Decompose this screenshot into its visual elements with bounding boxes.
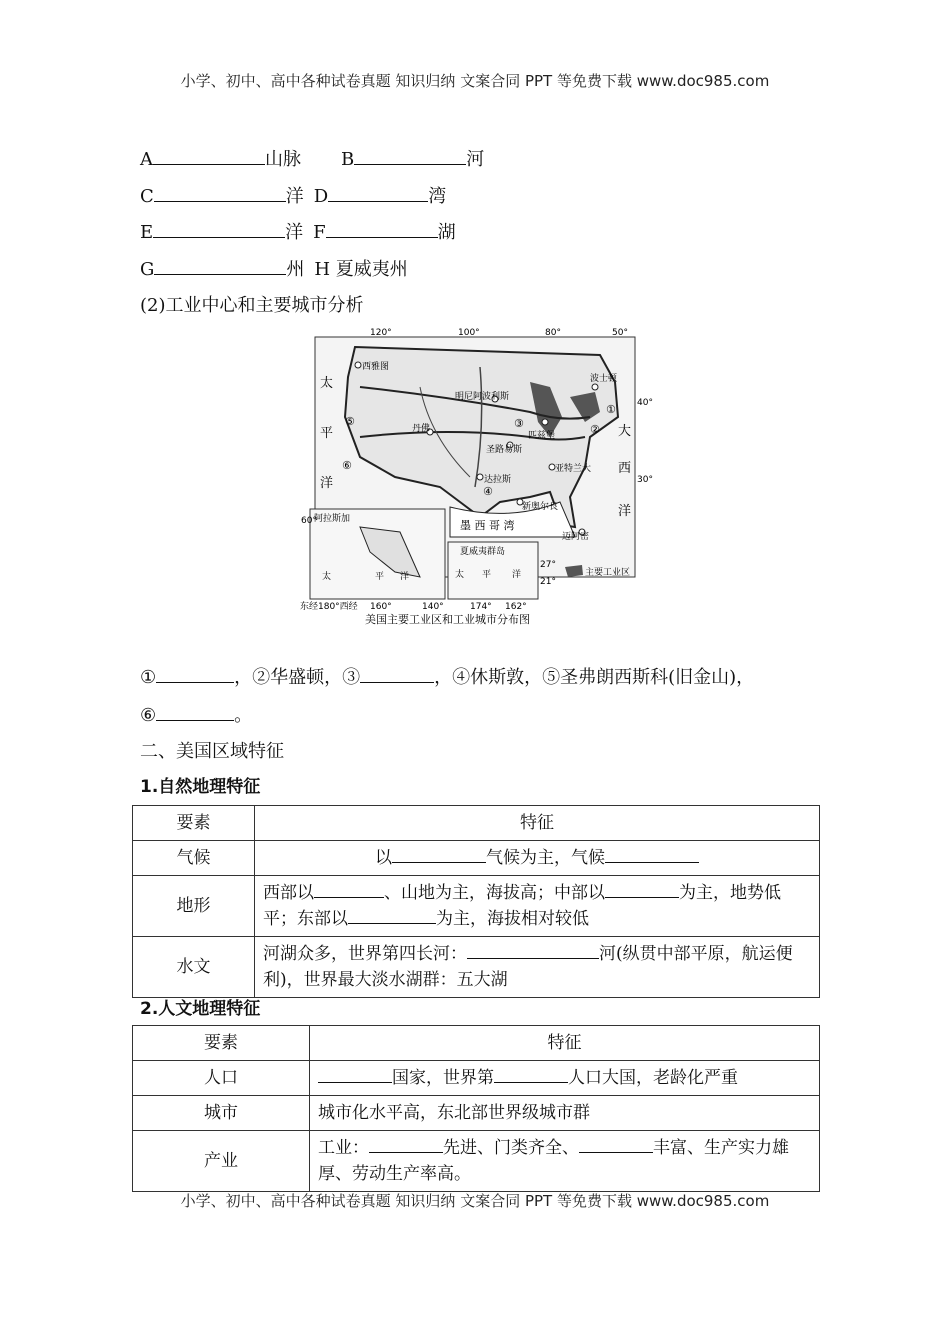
inset-lat: 27° [540,560,556,570]
row-value: 工业： 先进、门类齐全、 丰富、生产实力雄厚、劳动生产率高。 [310,1131,820,1192]
blank-city-3[interactable] [360,666,434,683]
cities-line-2: ⑥ 。 [140,705,253,726]
ocean-char: 洋 [512,570,522,580]
blank-d[interactable] [328,185,428,202]
marker-6: ⑥ [342,459,352,472]
lat-label: 40° [637,398,653,408]
blank-e[interactable] [153,221,285,238]
ocean-char: 平 [375,572,385,582]
inset-lon: 160° [370,602,392,612]
blank-terrain-2[interactable] [605,881,679,898]
section-2-title: 二、美国区域特征 [140,741,284,762]
marker-2: ② [590,423,600,436]
city-label: 达拉斯 [484,475,512,485]
row-key: 人口 [133,1061,310,1096]
blank-g[interactable] [154,258,286,275]
ocean-char: 太 [455,570,465,580]
legend-label: 主要工业区 [585,568,631,578]
inset-lon: 162° [505,602,527,612]
ocean-char: 平 [320,426,334,441]
row-value: 城市化水平高，东北部世界级城市群 [310,1096,820,1131]
inset-lon: 174° [470,602,492,612]
hawaii-label: 夏威夷群岛 [460,547,506,557]
blank-ind-2[interactable] [579,1136,653,1153]
row-key: 城市 [133,1096,310,1131]
city-dot [592,384,598,390]
human-table [132,1025,820,1192]
city-label: 圣路易斯 [486,445,523,455]
lon-label: 100° [458,328,480,338]
legend-swatch [565,565,583,577]
blank-terrain-3[interactable] [348,907,436,924]
blank-a[interactable] [153,148,265,165]
marker-3: ③ [514,417,524,430]
lon-label: 80° [545,328,561,338]
row-value: 西部以 、山地为主，海拔高；中部以 为主，地势低平；东部以 为主，海拔相对较低 [255,876,820,937]
blank-pop-2[interactable] [494,1066,568,1083]
map-caption: 美国主要工业区和工业城市分布图 [365,613,530,626]
ocean-char: 洋 [320,476,334,491]
page-header: 小学、初中、高中各种试卷真题 知识归纳 文案合同 PPT 等免费下载 www.doc985.com [180,72,770,90]
city-label: 丹佛 [412,424,431,434]
row-key: 地形 [133,876,255,937]
blank-terrain-1[interactable] [314,881,384,898]
blank-river[interactable] [467,942,599,959]
city-dot [355,362,361,368]
row-value: 国家，世界第 人口大国，老龄化严重 [310,1061,820,1096]
q2-title: (2)工业中心和主要城市分析 [140,295,364,316]
q1-line-cd: C 洋 D 湾 [140,186,447,207]
alaska-label: 阿拉斯加 [314,514,351,524]
marker-1: ① [606,403,616,416]
row-key: 水文 [133,937,255,998]
gulf-label: 墨 西 哥 湾 [460,519,515,532]
blank-city-6[interactable] [156,704,234,721]
inset-lat: 21° [540,577,556,587]
human-title: 2.人文地理特征 [140,999,261,1019]
city-label: 迈阿密 [562,532,590,542]
city-label: 明尼阿波利斯 [455,392,510,402]
ocean-char: 太 [322,572,332,582]
table-header: 特征 [255,806,820,841]
city-label: 匹兹堡 [528,431,556,441]
ocean-char: 平 [482,570,492,580]
city-label: 新奥尔良 [522,502,559,512]
q1-line-ab: A 山脉 B 河 [140,149,485,170]
marker-5: ⑤ [345,415,355,428]
natural-table [132,805,820,998]
ocean-char: 太 [320,376,334,391]
table-header: 特征 [310,1026,820,1061]
blank-pop-1[interactable] [318,1066,392,1083]
city-label: 西雅图 [362,362,390,372]
ocean-char: 大 [618,424,632,439]
city-label: 亚特兰大 [555,464,592,474]
blank-c[interactable] [154,185,286,202]
blank-f[interactable] [326,221,438,238]
lat-label: 30° [637,475,653,485]
row-key: 气候 [133,841,255,876]
q1-line-ef: E 洋 F 湖 [140,222,456,243]
ocean-char: 洋 [400,572,410,582]
table-header: 要素 [133,806,255,841]
q1-line-gh: G 州 H 夏威夷州 [140,259,408,280]
blank-climate-2[interactable] [605,846,699,863]
row-value: 河湖众多，世界第四长河： 河(纵贯中部平原，航运便利)，世界最大淡水湖群：五大湖 [255,937,820,998]
cities-line-1: ① ，②华盛顿，③ ，④休斯敦，⑤圣弗朗西斯科(旧金山)， [140,667,755,688]
city-dot [477,474,483,480]
blank-ind-1[interactable] [369,1136,443,1153]
blank-city-1[interactable] [156,666,234,683]
row-key: 产业 [133,1131,310,1192]
blank-b[interactable] [354,148,466,165]
marker-4: ④ [483,485,493,498]
us-industry-map [300,327,655,627]
inset-lon: 东经180°西经 [300,602,358,612]
lon-label: 50° [612,328,628,338]
ocean-char: 西 [618,461,632,476]
inset-lat: 60° [301,516,317,526]
row-value: 以 气候为主，气候 [255,841,820,876]
city-label: 波士顿 [590,374,618,384]
lon-label: 120° [370,328,392,338]
page-footer: 小学、初中、高中各种试卷真题 知识归纳 文案合同 PPT 等免费下载 www.doc985.com [180,1192,770,1210]
blank-climate-1[interactable] [392,846,486,863]
table-header: 要素 [133,1026,310,1061]
ocean-char: 洋 [618,504,632,519]
city-dot [542,419,548,425]
natural-title: 1.自然地理特征 [140,777,261,797]
inset-lon: 140° [422,602,444,612]
